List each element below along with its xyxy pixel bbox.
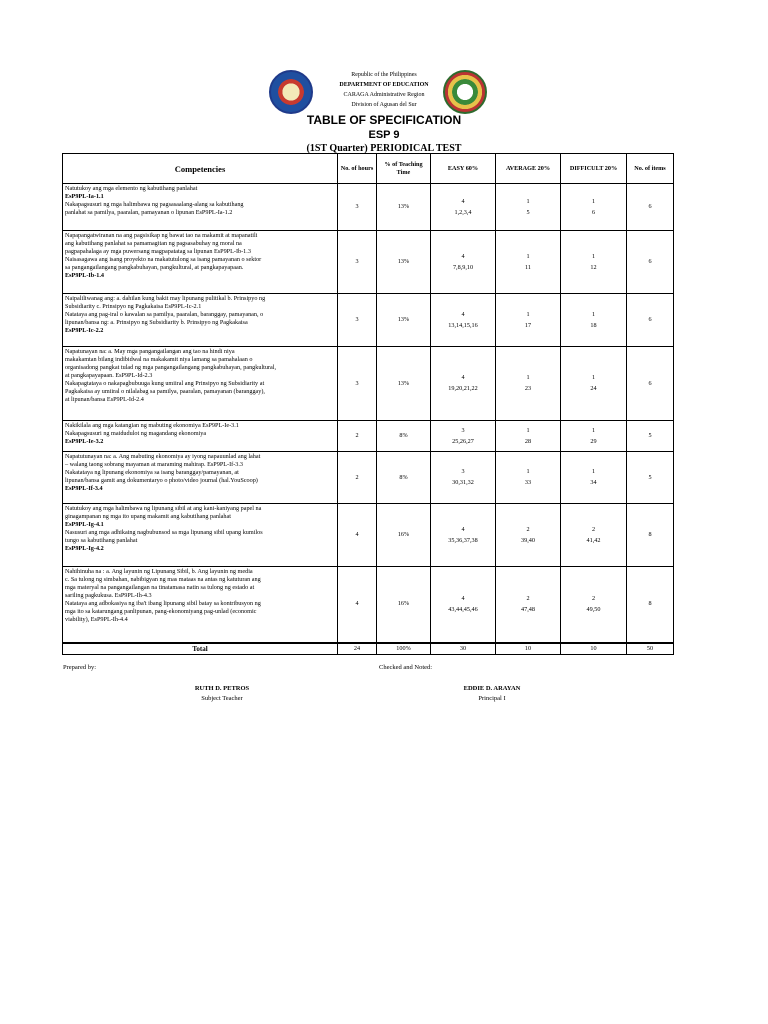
easy-cell bbox=[431, 452, 496, 504]
difficult-cell bbox=[561, 567, 627, 643]
difficult-cell-count: 1 bbox=[591, 310, 596, 318]
competency-line: Naipaliliwanag ang: a. dahilan kung bakit may lipunang pulitikal b. Prinsipyo ng bbox=[65, 295, 266, 302]
competency-line: lipunan/bansa gamit ang dokumentaryo o photo/video journal (hal.YouScoop) bbox=[65, 477, 258, 484]
difficult-cell-count: 1 bbox=[591, 374, 596, 381]
items-cell: 5 bbox=[627, 452, 674, 504]
col-header-hours: No. of hours bbox=[338, 154, 377, 184]
competency-line: Natataya ang pag-iral o kawalan sa pamilya, paaralan, baranggay, pamayanan, o bbox=[65, 311, 264, 318]
competency-cell bbox=[63, 452, 338, 504]
difficult-cell-item-numbers: 41,42 bbox=[586, 536, 601, 544]
total-difficult: 10 bbox=[561, 643, 627, 655]
average-cell-item-numbers: 28 bbox=[524, 437, 532, 445]
easy-cell-item-numbers: 35,36,37,38 bbox=[448, 536, 478, 544]
easy-cell-item-numbers: 30,31,32 bbox=[452, 479, 474, 486]
items-cell: 8 bbox=[627, 567, 674, 643]
header-republic: Republic of the Philippines bbox=[351, 72, 417, 78]
competency-line: organisadong pangkat tulad ng mga pangangailangang pangkabuhayan, pangkultural, bbox=[65, 364, 277, 371]
checked-noted-label: Checked and Noted: bbox=[379, 664, 433, 671]
items-cell: 6 bbox=[627, 347, 674, 421]
easy-cell bbox=[431, 421, 496, 452]
average-cell-count: 1 bbox=[526, 374, 530, 381]
table-row bbox=[63, 421, 674, 452]
easy-cell-count: 4 bbox=[461, 525, 465, 533]
table-row bbox=[63, 567, 674, 643]
difficult-cell-item-numbers: 6 bbox=[591, 208, 596, 216]
division-seal-icon bbox=[443, 70, 487, 114]
competency-line: Pagkakaisa ay umiiral o nilalabag sa pamilya, paaralan, pamayanan (baranggay), bbox=[65, 388, 265, 395]
easy-cell bbox=[431, 294, 496, 347]
table-header-row bbox=[63, 154, 674, 184]
col-header-competencies: Competencies bbox=[63, 154, 338, 184]
competency-line: sa pangangailangang pangkabuhayan, pangkultural, at pangkapayapaan. bbox=[65, 264, 244, 271]
easy-cell-count: 4 bbox=[461, 252, 465, 260]
average-cell-item-numbers: 47,48 bbox=[521, 605, 535, 613]
total-row bbox=[63, 643, 674, 655]
competency-cell bbox=[63, 347, 338, 421]
competency-line: EsP9PL-If-3.4 bbox=[65, 485, 103, 492]
hours-cell: 4 bbox=[338, 504, 377, 567]
subject-title: ESP 9 bbox=[368, 129, 400, 141]
hours-cell: 3 bbox=[338, 184, 377, 231]
percent-cell: 13% bbox=[377, 231, 431, 294]
difficult-cell-count: 1 bbox=[591, 252, 596, 260]
col-header-difficult: DIFFICULT 20% bbox=[561, 154, 627, 184]
easy-cell-count: 4 bbox=[461, 197, 465, 205]
competency-line: c. Sa tulong ng simbahan, nabibigyan ng mas mataas na antas ng katuturan ang bbox=[65, 576, 261, 583]
average-cell bbox=[496, 504, 561, 567]
competency-line: Nakapagtataya o nakapagbubuuga kung umiiral ang Prinsipyo ng Subsidiarity at bbox=[65, 380, 265, 387]
competency-line: Napatutunayan na: a. Ang mabuting ekonomiya ay iyong napauunlad ang lahat bbox=[65, 453, 261, 460]
items-cell: 8 bbox=[627, 504, 674, 567]
items-cell: 6 bbox=[627, 184, 674, 231]
easy-cell bbox=[431, 504, 496, 567]
competency-line: Nakikilala ang mga katangian ng mabuting ekonomiya EsP9PL-Ie-3.1 bbox=[65, 422, 239, 429]
prepared-by-label: Prepared by: bbox=[63, 664, 97, 671]
difficult-cell bbox=[561, 421, 627, 452]
difficult-cell-item-numbers: 12 bbox=[590, 263, 597, 271]
document-header bbox=[0, 70, 768, 154]
competency-line: lipunan/bansa ng: a. Prinsipyo ng Subsidiarity b. Prinsipyo ng Pagkakaisa bbox=[65, 319, 248, 326]
competency-line: makakamtan bilang indibidwal na makakamit niya lamang sa pamahalaan o bbox=[65, 356, 253, 363]
easy-cell-count: 4 bbox=[461, 310, 465, 318]
document-title: TABLE OF SPECIFICATION bbox=[306, 113, 462, 127]
col-header-easy: EASY 60% bbox=[431, 154, 496, 184]
percent-cell: 8% bbox=[377, 421, 431, 452]
competency-line: EsP9PL-Ic-2.2 bbox=[65, 327, 104, 334]
difficult-cell-count: 2 bbox=[591, 525, 596, 533]
items-cell: 6 bbox=[627, 231, 674, 294]
average-cell-item-numbers: 17 bbox=[524, 321, 532, 329]
easy-cell bbox=[431, 567, 496, 643]
competency-line: EsP9PL-Ib-1.4 bbox=[65, 272, 105, 279]
preparer-signature-block bbox=[172, 684, 272, 704]
items-cell: 5 bbox=[627, 421, 674, 452]
competency-cell bbox=[63, 231, 338, 294]
hours-cell: 3 bbox=[338, 294, 377, 347]
competency-line: tungo sa kabutihang panlahat bbox=[65, 537, 138, 544]
items-cell: 6 bbox=[627, 294, 674, 347]
easy-cell-item-numbers: 7,8,9,10 bbox=[452, 263, 474, 271]
average-cell bbox=[496, 452, 561, 504]
average-cell bbox=[496, 184, 561, 231]
competency-line: pagpapahalaga ay mga puwersang magpapatatag sa lipunan EsP9PL-Ib-1.3 bbox=[65, 248, 251, 255]
average-cell-item-numbers: 33 bbox=[524, 479, 532, 486]
competency-line: Napatunayan na: a. May mga pangangailangan ang tao na hindi niya bbox=[65, 348, 235, 355]
average-cell-count: 1 bbox=[526, 197, 530, 205]
competency-cell bbox=[63, 567, 338, 643]
competency-line: EsP9PL-Ia-1.1 bbox=[65, 193, 104, 200]
competency-line: Nakapagsusuri ng maidudulot ng magandang ekonomiya bbox=[65, 430, 207, 437]
difficult-cell-item-numbers: 49,50 bbox=[586, 605, 601, 613]
competency-line: at lipunan/bansa EsP9PL-Id-2.4 bbox=[65, 396, 144, 403]
approver-title: Principal I bbox=[478, 695, 506, 702]
percent-cell: 8% bbox=[377, 452, 431, 504]
competency-line: viability), EsP9PL-Ih-4.4 bbox=[65, 616, 128, 623]
percent-cell: 13% bbox=[377, 184, 431, 231]
easy-cell-count: 3 bbox=[461, 468, 465, 475]
specification-table bbox=[62, 153, 674, 655]
percent-cell: 13% bbox=[377, 347, 431, 421]
table-row bbox=[63, 347, 674, 421]
difficult-cell-count: 1 bbox=[591, 468, 596, 475]
hours-cell: 2 bbox=[338, 421, 377, 452]
difficult-cell bbox=[561, 184, 627, 231]
percent-cell: 16% bbox=[377, 567, 431, 643]
competency-line: Nasusuri ang mga adhikaing nagbubunsod sa mga lipunang sibil upang kumilos bbox=[65, 529, 263, 536]
competency-line: ang kabutihang panlahat sa pamamagitan ng pagsasabuhay ng moral na bbox=[65, 240, 242, 247]
average-cell bbox=[496, 231, 561, 294]
average-cell-count: 1 bbox=[526, 310, 530, 318]
deped-seal-icon bbox=[269, 70, 313, 114]
average-cell-item-numbers: 11 bbox=[525, 263, 531, 271]
total-items: 50 bbox=[627, 643, 674, 655]
competency-cell bbox=[63, 504, 338, 567]
average-cell bbox=[496, 347, 561, 421]
average-cell-item-numbers: 39,40 bbox=[521, 536, 535, 544]
difficult-cell bbox=[561, 231, 627, 294]
average-cell bbox=[496, 421, 561, 452]
average-cell-count: 1 bbox=[526, 252, 530, 260]
approver-signature-block bbox=[442, 684, 542, 704]
competency-line: mga ito sa katarungang panlipunan, pang-ekonomiyang pag-unlad (economic bbox=[65, 608, 257, 615]
hours-cell: 3 bbox=[338, 231, 377, 294]
total-percent: 100% bbox=[377, 643, 431, 655]
competency-line: Natutukoy ang mga elemento ng kabutihang panlahat bbox=[65, 185, 198, 192]
competency-line: sariling pagkukusa. EsP9PL-Ih-4.3 bbox=[65, 592, 152, 599]
easy-cell-count: 4 bbox=[461, 374, 465, 381]
competency-line: EsP9PL-Ie-3.2 bbox=[65, 438, 104, 445]
competency-line: EsP9PL-Ig-4.1 bbox=[65, 521, 104, 528]
competency-line: Nakapagsusuri ng mga halimbawa ng pagsasaalang-alang sa kabutihang bbox=[65, 201, 244, 208]
average-cell-count: 1 bbox=[526, 468, 530, 475]
difficult-cell-count: 2 bbox=[591, 594, 596, 602]
preparer-title: Subject Teacher bbox=[201, 695, 243, 702]
table-row bbox=[63, 231, 674, 294]
competency-line: EsP9PL-Ig-4.2 bbox=[65, 545, 104, 552]
competency-line: Napapangatwiranan na ang pagsisikap ng bawat tao na makamit at mapanatili bbox=[65, 232, 258, 239]
difficult-cell bbox=[561, 294, 627, 347]
competency-line: Natutukoy ang mga halimbawa ng lipunang sibil at ang kani-kaniyang papel na bbox=[65, 505, 262, 512]
difficult-cell-item-numbers: 18 bbox=[590, 321, 597, 329]
hours-cell: 2 bbox=[338, 452, 377, 504]
hours-cell: 4 bbox=[338, 567, 377, 643]
average-cell bbox=[496, 567, 561, 643]
average-cell-item-numbers: 5 bbox=[526, 208, 530, 216]
difficult-cell-item-numbers: 34 bbox=[590, 479, 597, 486]
difficult-cell-count: 1 bbox=[591, 426, 596, 434]
average-cell-item-numbers: 23 bbox=[524, 385, 532, 392]
preparer-name: RUTH D. PETROS bbox=[194, 685, 250, 692]
header-department: DEPARTMENT OF EDUCATION bbox=[339, 82, 429, 88]
hours-cell: 3 bbox=[338, 347, 377, 421]
easy-cell-item-numbers: 13,14,15,16 bbox=[448, 321, 478, 329]
total-label: Total bbox=[63, 643, 338, 655]
table-row bbox=[63, 504, 674, 567]
col-header-average: AVERAGE 20% bbox=[496, 154, 561, 184]
competency-line: ginagampanan ng mga ito upang makamit ang kabutihang panlahat bbox=[65, 513, 231, 520]
easy-cell bbox=[431, 231, 496, 294]
percent-cell: 13% bbox=[377, 294, 431, 347]
table-row bbox=[63, 294, 674, 347]
table-row bbox=[63, 452, 674, 504]
easy-cell-count: 3 bbox=[461, 426, 465, 434]
difficult-cell-item-numbers: 24 bbox=[590, 385, 597, 392]
total-average: 10 bbox=[496, 643, 561, 655]
col-header-percent: % of Teaching Time bbox=[377, 154, 431, 184]
average-cell bbox=[496, 294, 561, 347]
easy-cell bbox=[431, 347, 496, 421]
competency-cell bbox=[63, 421, 338, 452]
difficult-cell-item-numbers: 29 bbox=[590, 437, 597, 445]
competency-line: Natataya ang adbokasiya ng iba't ibang lipunang sibil batay sa kontribusyon ng bbox=[65, 600, 261, 607]
col-header-items: No. of items bbox=[627, 154, 674, 184]
difficult-cell bbox=[561, 347, 627, 421]
average-cell-count: 2 bbox=[526, 594, 530, 602]
header-division: Division of Agusan del Sur bbox=[351, 102, 417, 108]
competency-line: at pangkapayapaan. EsP9PL-Id-2.3 bbox=[65, 372, 153, 379]
easy-cell-count: 4 bbox=[461, 594, 465, 602]
average-cell-count: 2 bbox=[526, 525, 530, 533]
competency-line: – walang taong sobrang mayaman at maraming mahirap. EsP9PL-If-3.3 bbox=[65, 461, 244, 468]
competency-line: Naisasagawa ang isang proyekto na makatutulong sa isang pamayanan o sektor bbox=[65, 256, 262, 263]
competency-line: Nahihinuha na : a. Ang layunin ng Lipunang Sibil, b. Ang layunin ng media bbox=[65, 568, 253, 575]
competency-line: Subsidiarity c. Prinsipyo ng Pagkakaisa EsP9PL-Ic-2.1 bbox=[65, 303, 202, 310]
competency-cell bbox=[63, 294, 338, 347]
easy-cell-item-numbers: 19,20,21,22 bbox=[448, 385, 478, 392]
percent-cell: 16% bbox=[377, 504, 431, 567]
difficult-cell-count: 1 bbox=[591, 197, 596, 205]
competency-line: panlahat sa pamilya, paaralan, pamayanan o lipunan EsP9PL-Ia-1.2 bbox=[65, 209, 233, 216]
difficult-cell bbox=[561, 504, 627, 567]
easy-cell-item-numbers: 1,2,3,4 bbox=[454, 208, 472, 216]
competency-line: Nakatataya ng lipunang ekonomiya sa isang baranggay/pamayanan, at bbox=[65, 469, 239, 476]
easy-cell bbox=[431, 184, 496, 231]
easy-cell-item-numbers: 43,44,45,46 bbox=[448, 605, 478, 613]
approver-name: EDDIE D. ARAYAN bbox=[463, 685, 521, 692]
easy-cell-item-numbers: 25,26,27 bbox=[452, 437, 474, 445]
competency-cell bbox=[63, 184, 338, 231]
average-cell-count: 1 bbox=[526, 426, 530, 434]
difficult-cell bbox=[561, 452, 627, 504]
competency-line: mga materyal na pangangailangan na tinatamasa natin sa tulong ng estado at bbox=[65, 584, 255, 591]
quarter-title: (1ST Quarter) PERIODICAL TEST bbox=[306, 143, 462, 154]
total-hours: 24 bbox=[338, 643, 377, 655]
total-easy: 30 bbox=[431, 643, 496, 655]
table-row bbox=[63, 184, 674, 231]
header-region: CARAGA Administrative Region bbox=[343, 92, 425, 98]
